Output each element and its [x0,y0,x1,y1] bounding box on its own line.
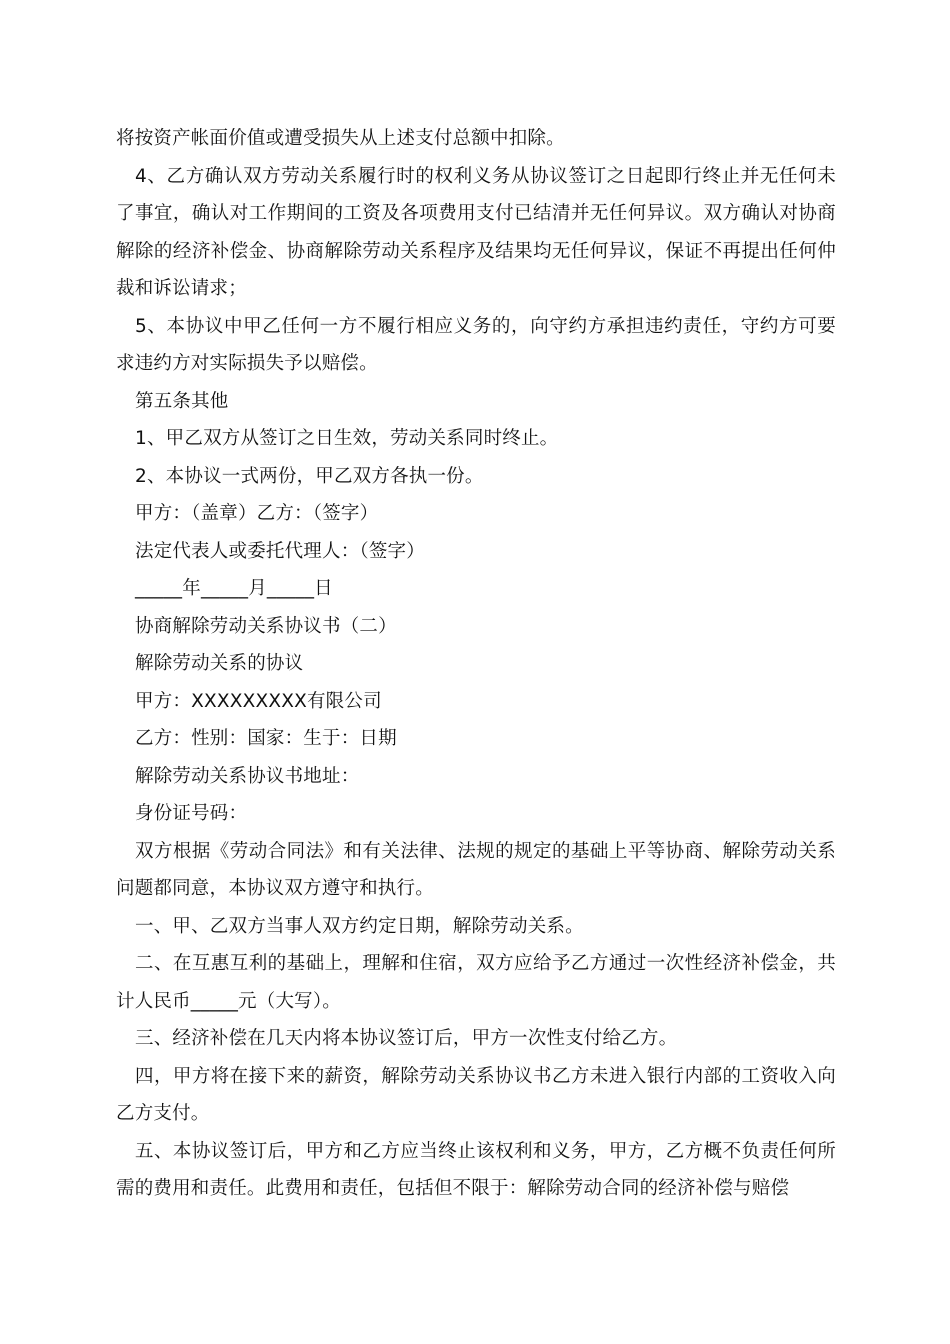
paragraph-item-1: 一、甲、乙双方当事人双方约定日期，解除劳动关系。 [135,915,584,937]
paragraph-other-1: 1、甲乙双方从签订之日生效，劳动关系同时终止。 [135,428,559,449]
id-number-line: 身份证号码： [135,803,248,824]
paragraph-item-4: 四，甲方将在接下来的薪资，解除劳动关系协议书乙方未进入银行内部的工资收入向乙方支付。 [116,1065,836,1124]
signature-line-representative: 法定代表人或委托代理人：（签字） [135,540,425,562]
signature-line-parties: 甲方：（盖章）乙方：（签字） [135,503,379,524]
document-subtitle: 解除劳动关系的协议 [135,653,304,674]
paragraph-preamble: 双方根据《劳动合同法》和有关法律、法规的规定的基础上平等协商、解除劳动关系问题都同意，本协议双方遵守和执行。 [116,840,836,899]
paragraph-clause-4: 4、乙方确认双方劳动关系履行时的权利义务从协议签订之日起即行终止并无任何未了事宜，确认对工作期间的工资及各项费用支付已结清并无任何异议。双方确认对协商解除的经济补偿金、协商解除劳动关系程序及结果均无任何异议，保证不再提出任何仲裁和诉讼请求； [116,165,836,299]
paragraph-asset-deduction: 将按资产帐面价值或遭受损失从上述支付总额中扣除。 [116,128,565,149]
paragraph-item-2: 二、在互惠互利的基础上，理解和住宿，双方应给予乙方通过一次性经济补偿金，共计人民币_____元（大写）。 [116,953,836,1012]
address-line: 解除劳动关系协议书地址： [135,765,360,787]
document-title-2: 协商解除劳动关系协议书（二） [135,615,397,637]
paragraph-item-3: 三、经济补偿在几天内将本协议签订后，甲方一次性支付给乙方。 [135,1028,678,1049]
party-b-line: 乙方：性别：国家：生于：日期 [135,728,397,749]
party-a-line: 甲方：XXXXXXXXX有限公司 [135,690,382,712]
paragraph-other-2: 2、本协议一式两份，甲乙双方各执一份。 [135,465,484,487]
paragraph-clause-5: 5、本协议中甲乙任何一方不履行相应义务的，向守约方承担违约责任，守约方可要求违约方对实际损失予以赔偿。 [116,315,836,374]
date-line: _____年_____月_____日 [135,578,333,599]
document-page [116,120,836,1208]
section-heading-article-5: 第五条其他 [135,390,229,412]
paragraph-item-5: 五、本协议签订后，甲方和乙方应当终止该权利和义务，甲方，乙方概不负责任何所需的费用和责任。此费用和责任，包括但不限于：解除劳动合同的经济补偿与赔偿 [116,1140,836,1199]
